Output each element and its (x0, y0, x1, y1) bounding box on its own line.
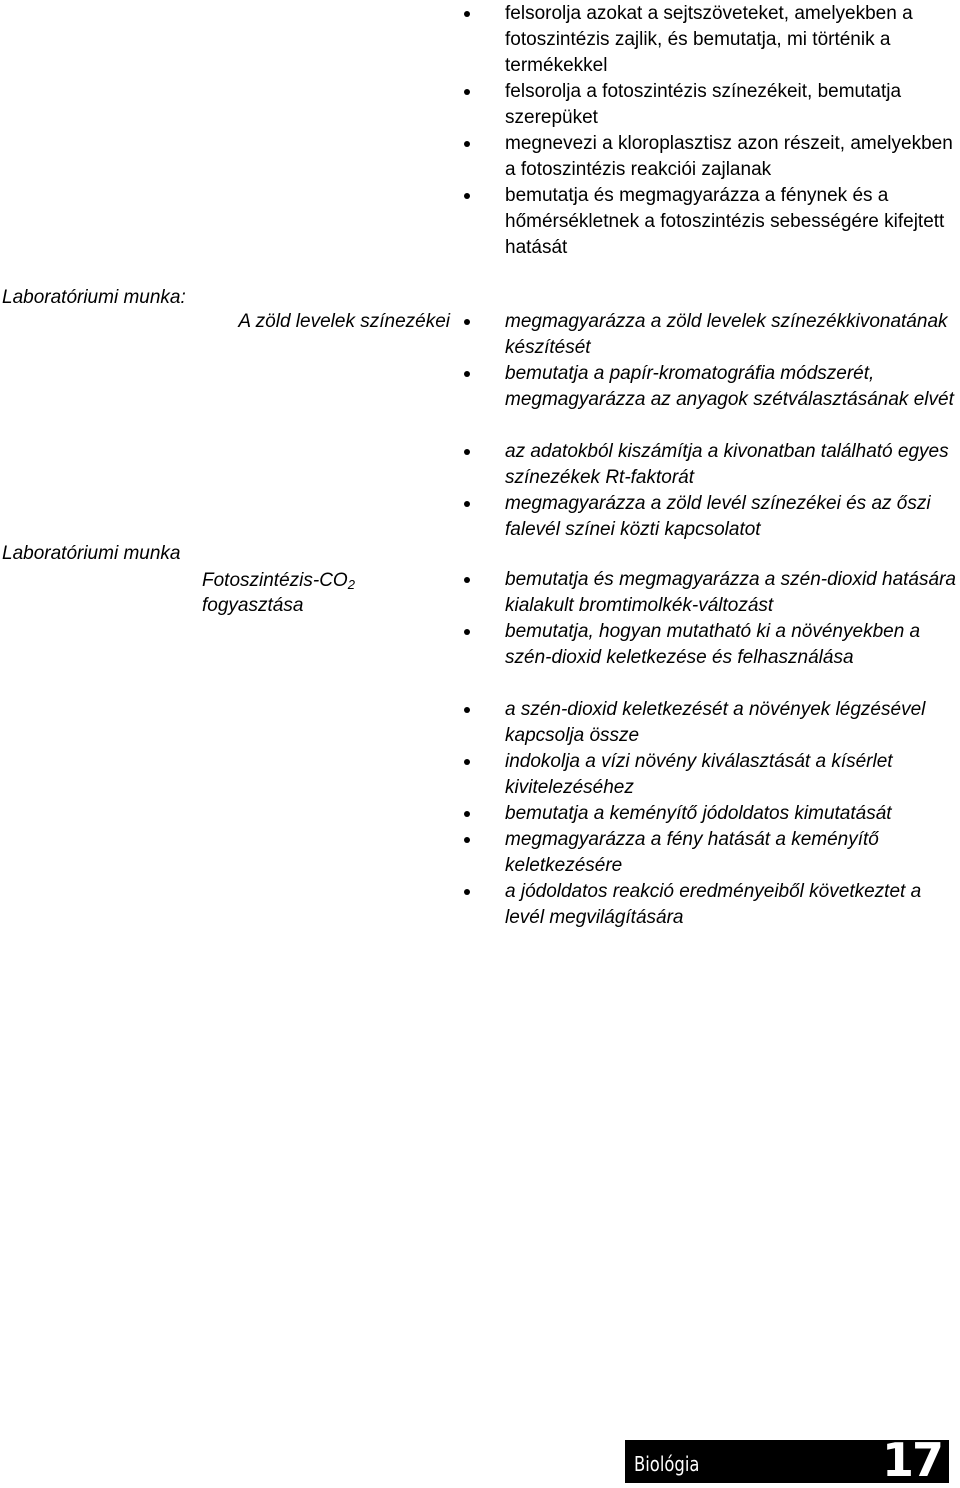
page-number: 17 (881, 1433, 942, 1487)
lab2-title (202, 568, 355, 594)
lab2-list (505, 567, 960, 931)
footer-subject: Biológia (634, 1452, 700, 1476)
list-item: megmagyarázza a zöld levél színezékei és az őszi falevél színei közti kapcsolatot (505, 491, 960, 543)
list-item: felsorolja a fotoszintézis színezékeit, bemutatja szerepüket (505, 79, 960, 131)
objectives-list (505, 1, 960, 261)
lab1-heading: Laboratóriumi munka: (2, 287, 186, 308)
lab1-list (505, 309, 960, 543)
lab2-title-subscript: 2 (347, 577, 355, 592)
lab1-title: A zöld levelek színezékei (238, 311, 450, 332)
list-item: indokolja a vízi növény kiválasztását a kísérlet kivitelezéséhez (505, 749, 960, 801)
list-item: megmagyarázza a fény hatását a keményítő keletkezésére (505, 827, 960, 879)
list-item: megmagyarázza a zöld levelek színezékkivonatának készítését (505, 309, 960, 361)
lab2-title-main: Fotoszintézis-CO (202, 570, 348, 591)
list-item: az adatokból kiszámítja a kivonatban található egyes színezékek Rt-faktorát (505, 439, 960, 491)
list-item: bemutatja a papír-kromatográfia módszerét, megmagyarázza az anyagok szétválasztásának elvét (505, 361, 960, 439)
list-item: bemutatja, hogyan mutatható ki a növényekben a szén-dioxid keletkezése és felhasználása (505, 619, 960, 697)
list-item: a szén-dioxid keletkezését a növények légzésével kapcsolja össze (505, 697, 960, 749)
lab2-title-line2: fogyasztása (202, 595, 304, 616)
list-item: megnevezi a kloroplasztisz azon részeit, amelyekben a fotoszintézis reakciói zajlanak (505, 131, 960, 183)
list-item: bemutatja a keményítő jódoldatos kimutatását (505, 801, 960, 827)
list-item: bemutatja és megmagyarázza a szén-dioxid hatására kialakult bromtimolkék-változást (505, 567, 960, 619)
list-item: felsorolja azokat a sejtszöveteket, amelyekben a fotoszintézis zajlik, és bemutatja, mi történik a termékekkel (505, 1, 960, 79)
list-item: a jódoldatos reakció eredményeiből következtet a levél megvilágítására (505, 879, 960, 931)
lab2-heading: Laboratóriumi munka (2, 543, 181, 564)
list-item: bemutatja és megmagyarázza a fénynek és a hőmérsékletnek a fotoszintézis sebességére kifejtett hatását (505, 183, 960, 261)
